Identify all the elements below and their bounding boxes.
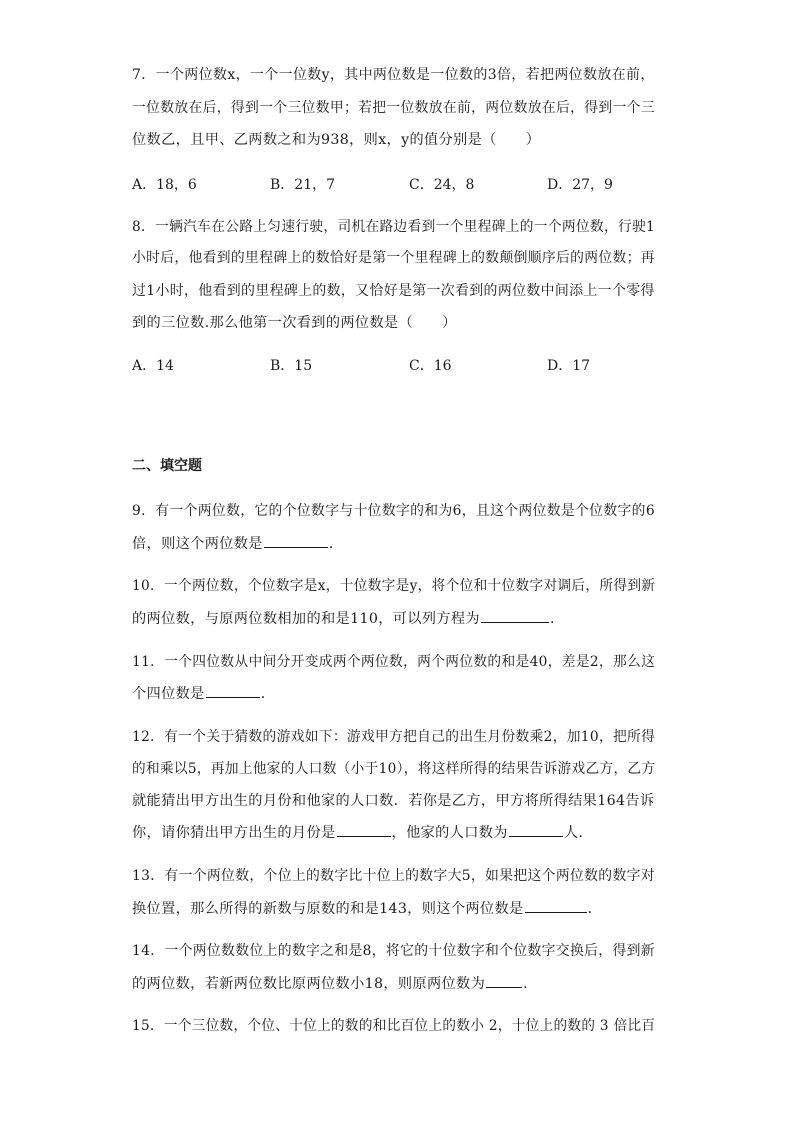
q14-text: 的两位数，若新两位数比原两位数小18，则原两位数为 bbox=[132, 976, 486, 992]
q7-option-c: C．24，8 bbox=[409, 177, 475, 193]
q12-text-b: ，他家的人口数为 bbox=[391, 825, 508, 841]
answer-blank[interactable] bbox=[509, 822, 563, 837]
q8-line-1: 8．一辆汽车在公路上匀速行驶，司机在路边看到一个里程碑上的一个两位数，行驶1 bbox=[132, 219, 656, 235]
q10-line-1: 10．一个两位数，个位数字是x，十位数字是y，将个位和十位数字对调后，所得到新 bbox=[132, 578, 656, 594]
q11-line-1: 11．一个四位数从中间分开变成两个两位数，两个两位数的和是40，差是2，那么这 bbox=[132, 654, 656, 670]
q13-end: ． bbox=[587, 901, 603, 917]
q10-line-2 bbox=[132, 608, 565, 629]
q11-end: ． bbox=[260, 686, 276, 702]
q7-line-3: 位数乙，且甲、乙两数之和为938，则x，y的值分别是（ ） bbox=[132, 132, 541, 148]
q9-end: ． bbox=[328, 536, 344, 552]
q10-end: ． bbox=[549, 611, 565, 627]
q9-line-1: 9．有一个两位数，它的个位数字与十位数字的和为6，且这个两位数是个位数字的6 bbox=[132, 503, 655, 519]
q13-text: 换位置，那么所得的新数与原数的和是143，则这个两位数是 bbox=[132, 901, 524, 917]
answer-blank[interactable] bbox=[206, 683, 260, 698]
q7-line-1: 7．一个两位数x，一个一位数y，其中两位数是一位数的3倍，若把两位数放在前， bbox=[132, 67, 655, 83]
q12-line-2: 的和乘以5，再加上他家的人口数（小于10），将这样所得的结果告诉游戏乙方，乙方 bbox=[132, 761, 656, 777]
q7-line-2: 一位数放在后，得到一个三位数甲；若把一位数放在前，两位数放在后，得到一个三 bbox=[132, 100, 655, 116]
q10-text: 的两位数，与原两位数相加的和是110，可以列方程为 bbox=[132, 611, 480, 627]
answer-blank[interactable] bbox=[337, 822, 391, 837]
q8-line-2: 小时后，他看到的里程碑上的数恰好是第一个里程碑上的数颠倒顺序后的两位数；再 bbox=[132, 250, 655, 266]
q7-option-b: B．21，7 bbox=[270, 177, 336, 193]
q7-option-d: D．27，9 bbox=[547, 177, 613, 193]
q14-line-1: 14．一个两位数数位上的数字之和是8，将它的十位数字和个位数字交换后，得到新 bbox=[132, 943, 655, 959]
q12-text-c: 人． bbox=[563, 825, 593, 841]
q12-line-1: 12．有一个关于猜数的游戏如下：游戏甲方把自己的出生月份数乘2，加10，把所得 bbox=[132, 729, 656, 745]
q8-line-4: 到的三位数.那么他第一次看到的两位数是（ ） bbox=[132, 315, 457, 331]
answer-blank[interactable] bbox=[525, 898, 587, 913]
q13-line-2 bbox=[132, 898, 602, 919]
q11-line-2 bbox=[132, 683, 275, 704]
q8-option-a: A．14 bbox=[132, 358, 174, 374]
answer-blank[interactable] bbox=[481, 608, 549, 623]
q8-option-c: C．16 bbox=[409, 358, 452, 374]
q9-text: 倍，则这个两位数是 bbox=[132, 536, 263, 552]
q7-option-a: A．18，6 bbox=[132, 177, 197, 193]
q12-text-a: 你，请你猜出甲方出生的月份是 bbox=[132, 825, 336, 841]
q8-option-b: B．15 bbox=[270, 358, 313, 374]
q12-line-4 bbox=[132, 822, 593, 843]
q8-option-d: D．17 bbox=[547, 358, 591, 374]
q9-line-2 bbox=[132, 533, 343, 554]
answer-blank[interactable] bbox=[486, 973, 522, 988]
q8-line-3: 过1小时，他看到的里程碑上的数，又恰好是第一次看到的两位数中间添上一个零得 bbox=[132, 283, 655, 299]
q14-end: ． bbox=[523, 976, 538, 992]
q11-text: 个四位数是 bbox=[132, 686, 205, 702]
section-heading: 二、填空题 bbox=[132, 458, 202, 474]
q12-line-3: 就能猜出甲方出生的月份和他家的人口数．若你是乙方，甲方将所得结果164告诉 bbox=[132, 793, 655, 809]
answer-blank[interactable] bbox=[264, 533, 328, 548]
q14-line-2 bbox=[132, 973, 538, 994]
q15-line-1: 15．一个三位数，个位、十位上的数的和比百位上的数小 2，十位上的数的 3 倍比百 bbox=[132, 1018, 656, 1034]
q13-line-1: 13．有一个两位数，个位上的数字比十位上的数字大5，如果把这个两位数的数字对 bbox=[132, 868, 655, 884]
